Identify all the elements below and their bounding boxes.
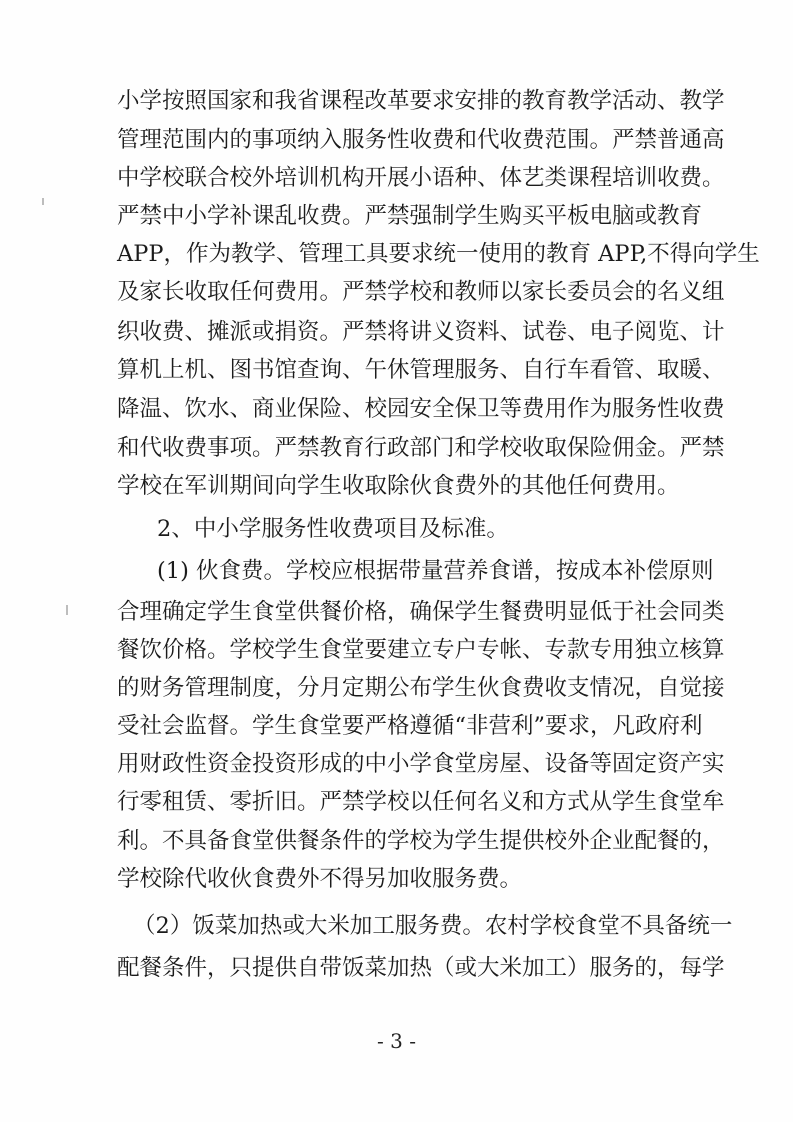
text-line: 行零租赁、零折旧。严禁学校以任何名义和方式从学生食堂牟 xyxy=(117,789,725,815)
text-line: 管理范围内的事项纳入服务性收费和代收费范围。严禁普通高 xyxy=(117,127,725,153)
text-line: 算机上机、图书馆查询、午休管理服务、自行车看管、取暖、 xyxy=(117,357,725,383)
text-line: 利。不具备食堂供餐条件的学校为学生提供校外企业配餐的， xyxy=(117,828,725,854)
section-heading: 2、中小学服务性收费项目及标准。 xyxy=(157,516,509,542)
text-line: 及家长收取任何费用。严禁学校和教师以家长委员会的名义组 xyxy=(117,279,725,305)
text-line: 中学校联合校外培训机构开展小语种、体艺类课程培训收费。 xyxy=(117,165,725,191)
text-line: 餐饮价格。学校学生食堂要建立专户专帐、专款专用独立核算 xyxy=(117,637,725,663)
text-line: （2）饭菜加热或大米加工服务费。农村学校食堂不具备统一 xyxy=(133,913,733,939)
scan-artifact xyxy=(66,605,68,615)
text-line: 学校除代收伙食费外不得另加收服务费。 xyxy=(117,866,523,892)
text-line: 配餐条件，只提供自带饭菜加热（或大米加工）服务的，每学 xyxy=(117,955,725,981)
text-line: 学校在军训期间向学生收取除伙食费外的其他任何费用。 xyxy=(117,473,680,499)
text-line: 合理确定学生食堂供餐价格，确保学生餐费明显低于社会同类 xyxy=(117,599,725,625)
text-line: 和代收费事项。严禁教育行政部门和学校收取保险佣金。严禁 xyxy=(117,435,725,461)
text-line: (1) 伙食费。学校应根据带量营养食谱，按成本补偿原则 xyxy=(157,558,714,584)
text-line: 织收费、摊派或捐资。严禁将讲义资料、试卷、电子阅览、计 xyxy=(117,319,725,345)
text-line: 严禁中小学补课乱收费。严禁强制学生购买平板电脑或教育 xyxy=(117,203,703,229)
text-line: APP，作为教学、管理工具要求统一使用的教育 APP,不得向学生 xyxy=(117,241,760,267)
text-line: 小学按照国家和我省课程改革要求安排的教育教学活动、教学 xyxy=(117,88,725,114)
scan-artifact xyxy=(42,198,44,205)
text-line: 的财务管理制度，分月定期公布学生伙食费收支情况，自觉接 xyxy=(117,675,725,701)
page-number: - 3 - xyxy=(377,1029,416,1053)
text-line: 受社会监督。学生食堂要严格遵循“非营利”要求，凡政府利 xyxy=(117,713,703,739)
text-line: 用财政性资金投资形成的中小学食堂房屋、设备等固定资产实 xyxy=(117,751,725,777)
text-line: 降温、饮水、商业保险、校园安全保卫等费用作为服务性收费 xyxy=(117,396,725,422)
